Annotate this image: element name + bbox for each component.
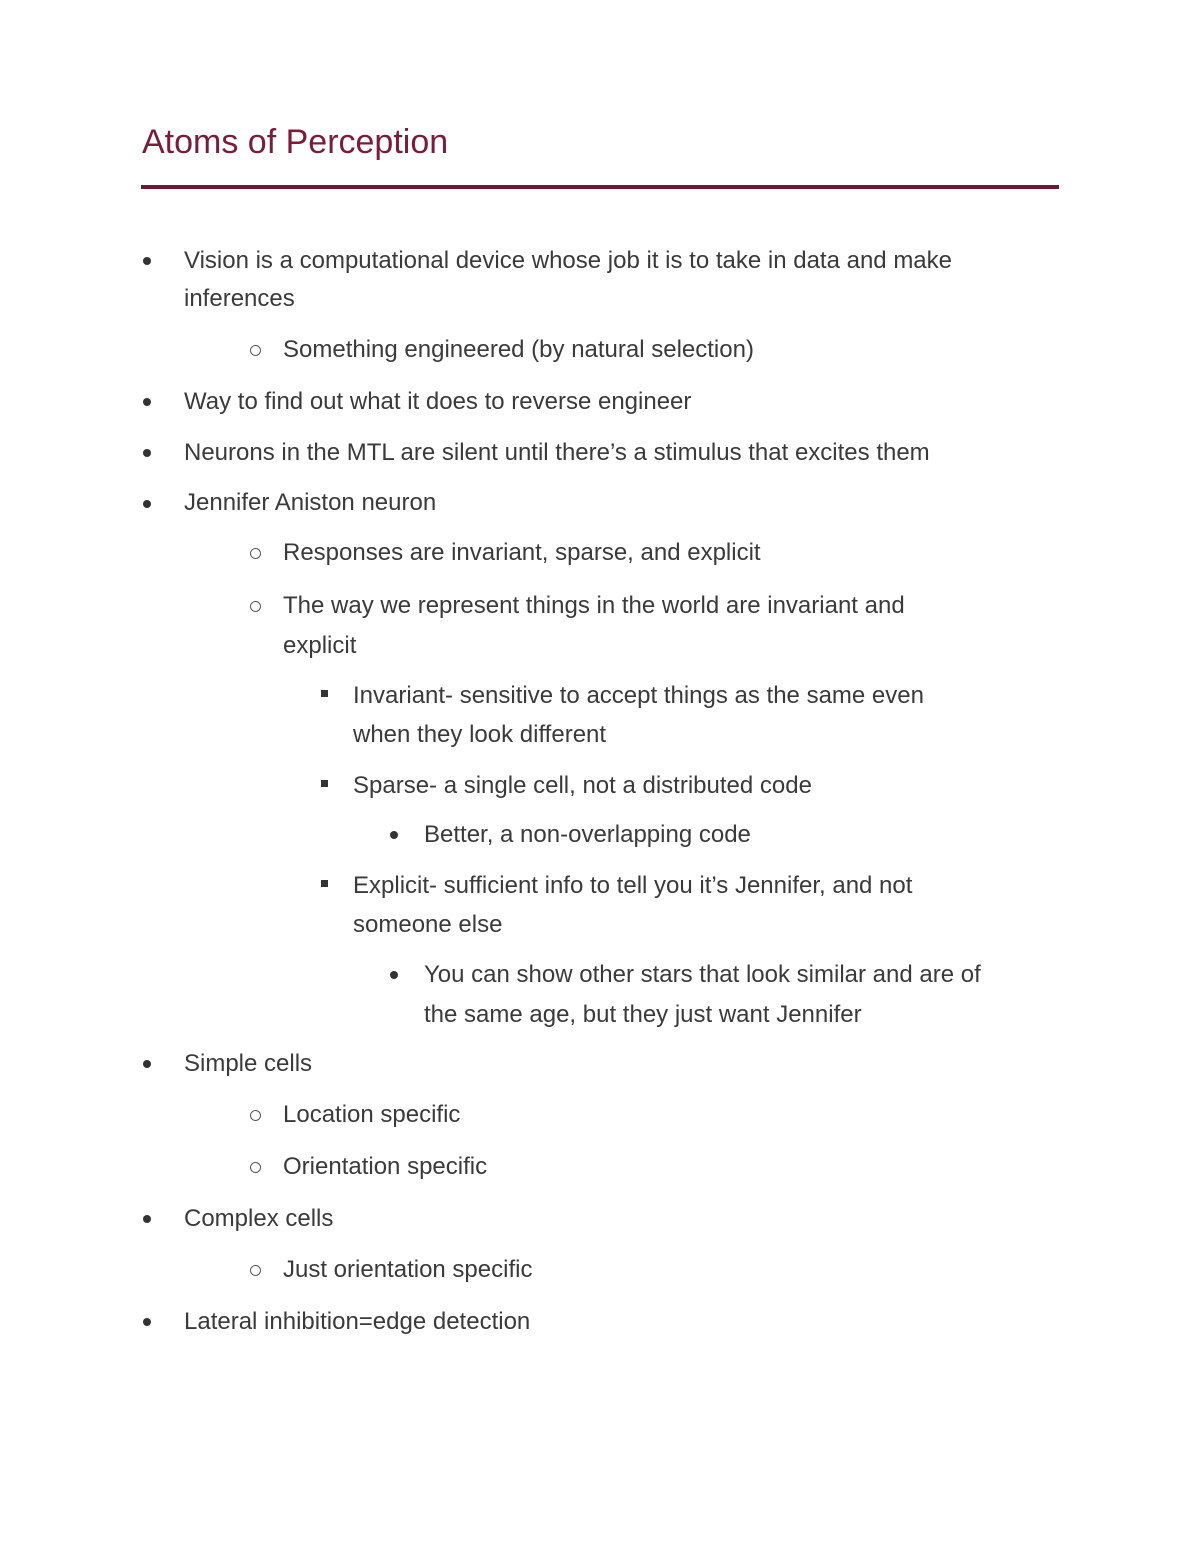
- bullet-ring: [250, 601, 261, 612]
- list-item-text: Way to find out what it does to reverse engineer: [184, 388, 692, 415]
- bullet-square: [321, 690, 328, 697]
- list-item-text: Vision is a computational device whose job it is to take in data and make: [184, 247, 952, 274]
- list-item-text: Invariant- sensitive to accept things as the same even: [353, 682, 924, 709]
- list-item-text: Better, a non-overlapping code: [424, 821, 751, 848]
- list-item-text-continued: the same age, but they just want Jennifer: [424, 1001, 862, 1028]
- list-item-text: Complex cells: [184, 1205, 334, 1232]
- bullet-dot: [143, 257, 151, 265]
- list-item-text-continued: someone else: [353, 911, 503, 938]
- bullet-dot: [143, 449, 151, 457]
- list-item-text-continued: inferences: [184, 285, 295, 312]
- page-title: Atoms of Perception: [142, 123, 449, 161]
- bullet-dot: [390, 971, 398, 979]
- bullet-ring: [250, 548, 261, 559]
- bullet-dot: [390, 831, 398, 839]
- bullet-dot: [143, 1060, 151, 1068]
- list-item-text: Neurons in the MTL are silent until there’s a stimulus that excites them: [184, 439, 930, 466]
- bullet-dot: [143, 1318, 151, 1326]
- list-item-text: Location specific: [283, 1101, 461, 1128]
- bullet-dot: [143, 1215, 151, 1223]
- title-underline: [141, 185, 1059, 189]
- list-item-text-continued: when they look different: [353, 721, 607, 748]
- bullet-ring: [250, 1110, 261, 1121]
- bullet-ring: [250, 1265, 261, 1276]
- list-item-text: Responses are invariant, sparse, and explicit: [283, 539, 761, 566]
- list-item-text: The way we represent things in the world are invariant and: [283, 592, 905, 619]
- bullet-ring: [250, 1162, 261, 1173]
- list-item-text: Simple cells: [184, 1050, 313, 1077]
- list-item-text: Just orientation specific: [283, 1256, 533, 1283]
- list-item-text: Explicit- sufficient info to tell you it’s Jennifer, and not: [353, 872, 913, 899]
- bullet-square: [321, 880, 328, 887]
- list-item-text: Sparse- a single cell, not a distributed code: [353, 772, 812, 799]
- bullet-dot: [143, 500, 151, 508]
- list-item-text: You can show other stars that look similar and are of: [424, 961, 981, 988]
- list-item-text-continued: explicit: [283, 632, 357, 659]
- bullet-dot: [143, 398, 151, 406]
- list-item-text: Orientation specific: [283, 1153, 488, 1180]
- bullet-ring: [250, 345, 261, 356]
- list-item-text: Jennifer Aniston neuron: [184, 489, 437, 516]
- list-item-text: Lateral inhibition=edge detection: [184, 1308, 531, 1335]
- list-item-text: Something engineered (by natural selection): [283, 336, 754, 363]
- bullet-square: [321, 780, 328, 787]
